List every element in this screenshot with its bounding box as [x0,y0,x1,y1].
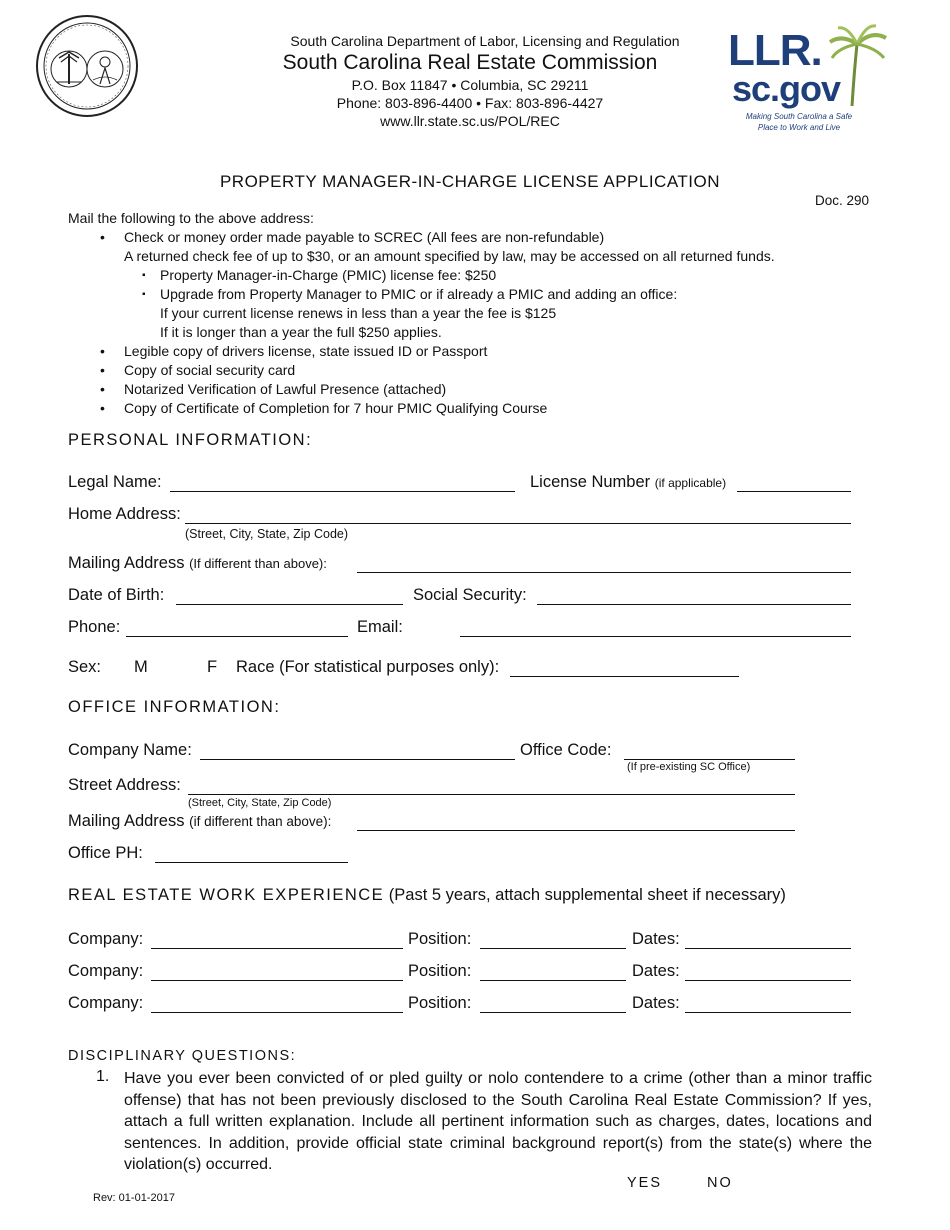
ssn-label: Social Security: [413,586,527,604]
office-mailing-text: Mailing Address [68,812,185,830]
license-number-label [530,473,726,492]
doc-number: Doc. 290 [815,193,870,208]
position-field[interactable] [480,980,626,981]
requirement-check: Check or money order made payable to SCREC (All fees are non-refundable) [124,229,605,245]
logo-main-text: LLR. [728,26,822,75]
mailing-address-field[interactable] [357,572,851,573]
dates-label: Dates: [632,994,680,1012]
answer-yes[interactable]: YES [627,1175,663,1191]
llr-logo [724,24,890,139]
company-name-label: Company Name: [68,741,192,759]
pmic-fee: Property Manager-in-Charge (PMIC) license fee: $250 [160,267,497,283]
disciplinary-heading: DISCIPLINARY QUESTIONS: [68,1048,297,1064]
experience-heading-text: REAL ESTATE WORK EXPERIENCE [68,886,385,904]
office-phone-label: Office PH: [68,844,143,862]
sex-option-m[interactable]: M [134,658,148,676]
logo-sub-text: sc.gov [732,68,841,109]
home-address-field[interactable] [185,523,851,524]
office-code-hint: (If pre-existing SC Office) [627,761,751,773]
personal-info-heading: PERSONAL INFORMATION: [68,431,313,449]
commission-name: South Carolina Real Estate Commission [282,51,658,74]
license-number-text: License Number [530,473,651,491]
home-address-label: Home Address: [68,505,181,523]
revision-date: Rev: 01-01-2017 [93,1192,175,1204]
list-item [142,285,775,342]
office-mailing-hint: (if different than above): [189,814,332,829]
dates-label: Dates: [632,962,680,980]
list-item [100,228,775,342]
answer-no[interactable]: NO [707,1175,733,1191]
sex-option-f[interactable]: F [207,658,218,676]
street-address-hint: (Street, City, State, Zip Code) [188,797,332,809]
returned-check-note: A returned check fee of up to $30, or an amount specified by law, may be accessed on all returned funds. [124,248,775,264]
position-field[interactable] [480,1012,626,1013]
upgrade-fee-long: If it is longer than a year the full $250 applies. [160,324,442,340]
question-number: 1. [96,1068,110,1085]
form-title: PROPERTY MANAGER-IN-CHARGE LICENSE APPLICATION [219,172,721,191]
phone-field[interactable] [126,636,348,637]
dates-field[interactable] [685,1012,851,1013]
mailing-address-text: Mailing Address [68,554,185,572]
list-item [100,399,775,418]
department-name: South Carolina Department of Labor, Licensing and Regulation [290,33,680,49]
home-address-hint: (Street, City, State, Zip Code) [185,527,349,541]
dates-field[interactable] [685,980,851,981]
race-field[interactable] [510,676,739,677]
company-name-field[interactable] [200,759,515,760]
dob-field[interactable] [176,604,403,605]
logo-tagline-1: Making South Carolina a Safe [745,112,853,121]
logo-tagline-2: Place to Work and Live [757,123,841,132]
office-mailing-label [68,812,331,831]
requirement-lawful-presence: Notarized Verification of Lawful Presence (attached) [124,381,447,397]
experience-heading [68,886,786,905]
list-item [100,342,775,361]
list-item [100,361,775,380]
street-address-label: Street Address: [68,776,181,794]
race-label: Race (For statistical purposes only): [236,658,500,676]
if-applicable-hint: (if applicable) [654,476,727,490]
mailing-address-hint: (If different than above): [189,556,327,571]
requirement-id: Legible copy of drivers license, state issued ID or Passport [124,343,488,359]
list-item [100,380,775,399]
list-item [142,266,775,285]
position-field[interactable] [480,948,626,949]
po-box: P.O. Box 11847 • Columbia, SC 29211 [351,77,589,93]
requirement-certificate: Copy of Certificate of Completion for 7 hour PMIC Qualifying Course [124,400,548,416]
office-info-heading: OFFICE INFORMATION: [68,698,281,716]
mailing-address-label [68,554,327,573]
legal-name-label: Legal Name: [68,473,162,491]
ssn-field[interactable] [537,604,851,605]
office-code-field[interactable] [624,759,795,760]
company-field[interactable] [151,1012,403,1013]
legal-name-field[interactable] [170,491,515,492]
question-text: Have you ever been convicted of or pled guilty or nolo contendere to a crime (other than a minor traffic offense) that has not been previously disclosed to the South Carolina Real Estate Commission? If yes, attach a full written explanation. Include all pertinent information such as charges, dates, locations and sentences. In addition, provide official state criminal background report(s) from the state(s) where the violation(s) occurred. [124,1070,872,1173]
company-field[interactable] [151,980,403,981]
upgrade-fee: Upgrade from Property Manager to PMIC or if already a PMIC and adding an office: [160,286,678,302]
email-field[interactable] [460,636,851,637]
phone-label: Phone: [68,618,121,636]
state-seal [35,14,139,118]
company-field[interactable] [151,948,403,949]
dob-label: Date of Birth: [68,586,165,604]
position-label: Position: [408,962,472,980]
website: www.llr.state.sc.us/POL/REC [380,113,560,129]
license-number-field[interactable] [737,491,851,492]
office-code-label: Office Code: [520,741,612,759]
company-label: Company: [68,930,144,948]
company-label: Company: [68,994,144,1012]
street-address-field[interactable] [188,794,795,795]
phone-fax: Phone: 803-896-4400 • Fax: 803-896-4427 [336,95,604,111]
position-label: Position: [408,994,472,1012]
office-mailing-field[interactable] [357,830,795,831]
company-label: Company: [68,962,144,980]
position-label: Position: [408,930,472,948]
upgrade-fee-short: If your current license renews in less than a year the fee is $125 [160,305,557,321]
email-label: Email: [357,618,403,636]
requirements-list [100,228,775,418]
mail-intro: Mail the following to the above address: [68,210,314,226]
requirement-ssn: Copy of social security card [124,362,296,378]
office-phone-field[interactable] [155,862,348,863]
dates-field[interactable] [685,948,851,949]
sex-label: Sex: [68,658,102,676]
experience-heading-note: (Past 5 years, attach supplemental sheet if necessary) [388,886,786,904]
dates-label: Dates: [632,930,680,948]
